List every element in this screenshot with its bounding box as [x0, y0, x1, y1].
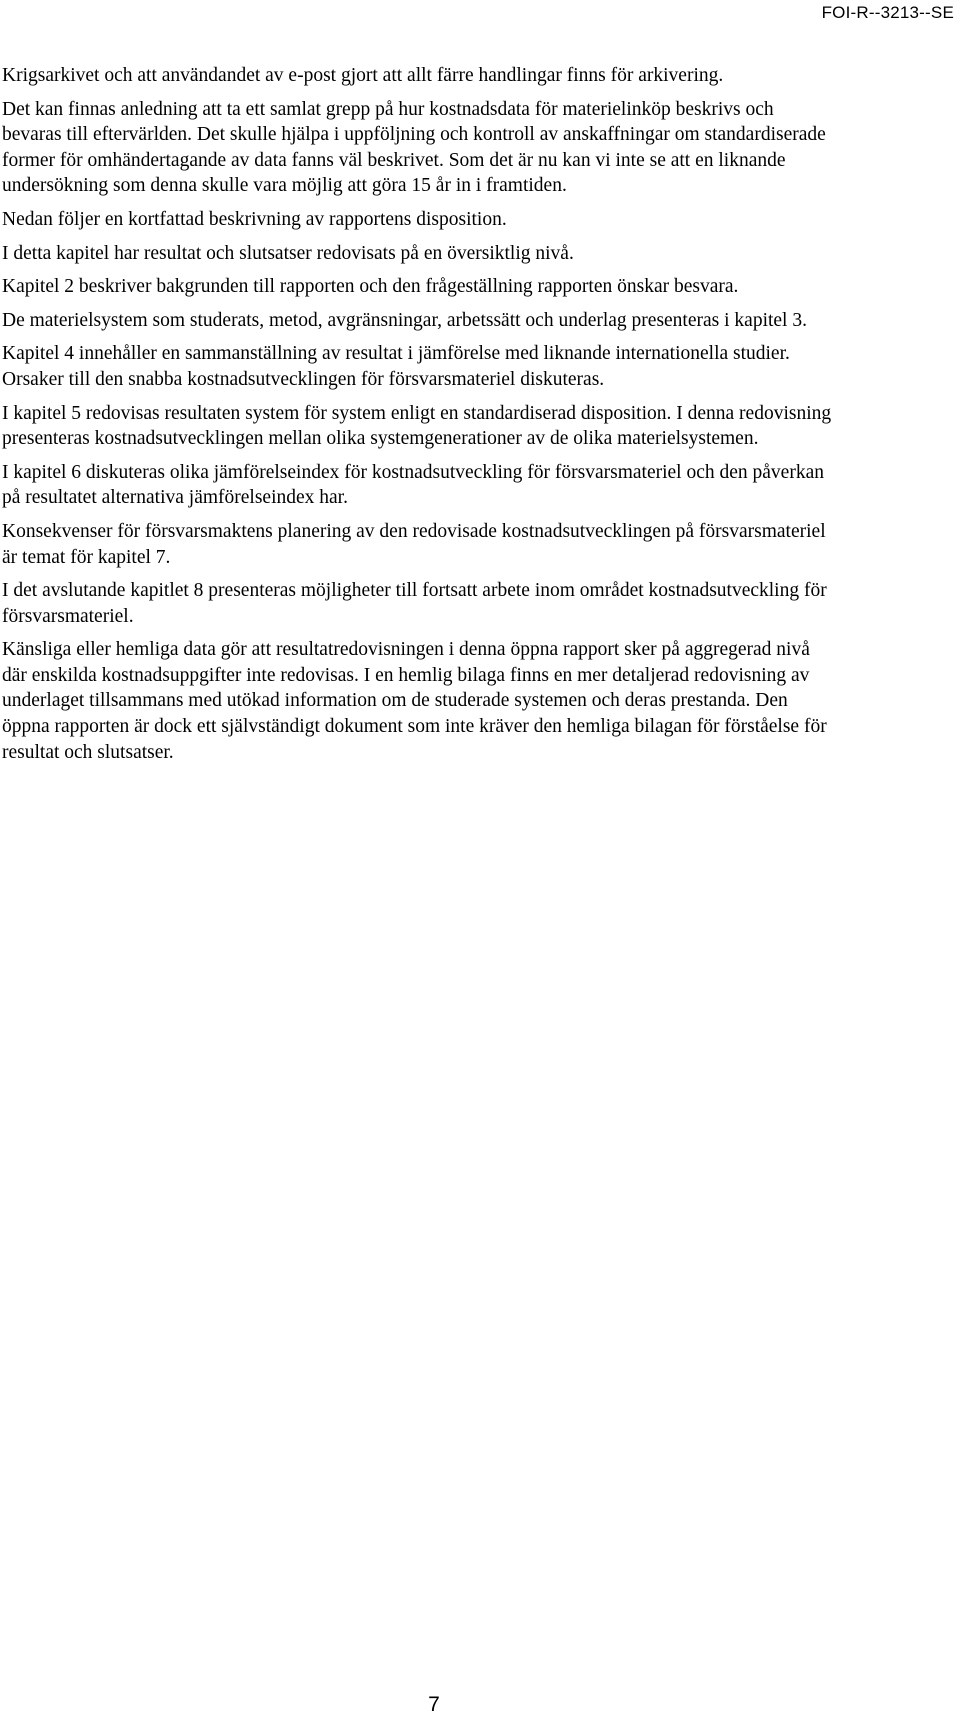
paragraph-chapter-3: De materielsystem som studerats, metod, avgränsningar, arbetssätt och underlag presenteras i kapitel 3.: [2, 309, 807, 331]
paragraph-chapter-6: I kapitel 6 diskuteras olika jämförelseindex för kostnadsutveckling för försvarsmateriel och den påverkan på resultatet alternativa jämförelseindex har.: [2, 461, 824, 509]
report-id-header: FOI-R--3213--SE: [821, 3, 954, 22]
paragraph-chapter-1: I detta kapitel har resultat och slutsatser redovisats på en översiktlig nivå.: [2, 242, 574, 264]
document-body: [2, 63, 834, 773]
paragraph-chapter-5: I kapitel 5 redovisas resultaten system för system enligt en standardiserad disposition. I denna redovisning presenteras kostnadsutvecklingen mellan olika systemgenerationer av de olika materielsystemen.: [2, 402, 832, 450]
paragraph-chapter-4: Kapitel 4 innehåller en sammanställning av resultat i jämförelse med liknande internationella studier. Orsaker till den snabba kostnadsutvecklingen för försvarsmateriel diskuteras.: [2, 343, 790, 390]
paragraph-chapter-7: Konsekvenser för försvarsmaktens planering av den redovisade kostnadsutvecklingen på försvarsmateriel är temat för kapitel 7.: [2, 520, 826, 568]
paragraph-disposition-intro: Nedan följer en kortfattad beskrivning av rapportens disposition.: [2, 208, 507, 230]
paragraph-cost-data: Det kan finnas anledning att ta ett samlat grepp på hur kostnadsdata för materielinköp beskrivs och bevaras till eftervärlden. Det skulle hjälpa i uppföljning och kontroll av anskaffningar om standardiserade former för omhändertagande av data fanns väl beskrivet. Som det är nu kan vi inte se att en liknande undersökning som denna skulle vara möjlig att göra 15 år in i framtiden.: [2, 98, 826, 197]
page-number: 7: [428, 1693, 440, 1716]
paragraph-classified-data: Känsliga eller hemliga data gör att resultatredovisningen i denna öppna rapport sker på aggregerad nivå där enskilda kostnadsuppgifter inte redovisas. I en hemlig bilaga finns en mer detaljerad redovisning av underlaget tillsammans med utökad information om de studerade systemen och deras prestanda. Den öppna rapporten är dock ett självständigt dokument som inte kräver den hemliga bilagan för förståelse för resultat och slutsatser.: [2, 639, 827, 763]
paragraph-chapter-8: I det avslutande kapitlet 8 presenteras möjligheter till fortsatt arbete inom området kostnadsutveckling för försvarsmateriel.: [2, 580, 827, 627]
paragraph-chapter-2: Kapitel 2 beskriver bakgrunden till rapporten och den frågeställning rapporten önskar besvara.: [2, 276, 739, 298]
paragraph-archive: Krigsarkivet och att användandet av e-post gjort att allt färre handlingar finns för arkivering.: [2, 65, 724, 86]
